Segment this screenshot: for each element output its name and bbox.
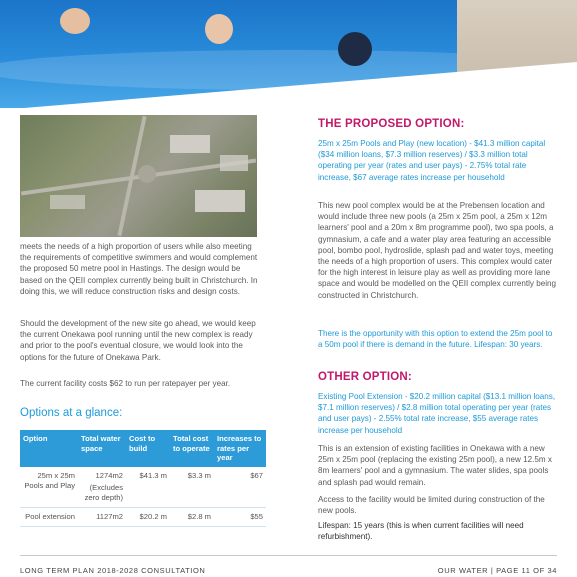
header-option: Option bbox=[20, 430, 78, 467]
building-block-2 bbox=[195, 190, 245, 212]
hero-pool-photo bbox=[0, 0, 577, 108]
swimmer-child-middle bbox=[205, 14, 233, 44]
header-cost-build: Cost to build bbox=[126, 430, 170, 467]
swimmer-child-left bbox=[60, 8, 90, 34]
row-option: Pool extension bbox=[20, 507, 78, 526]
row-rates: $67 bbox=[214, 467, 266, 508]
header-rates-increase: Increases to rates per year bbox=[214, 430, 266, 467]
row-cost-operate: $3.3 m bbox=[170, 467, 214, 508]
other-option-heading: OTHER OPTION: bbox=[318, 371, 412, 383]
options-table bbox=[20, 430, 266, 527]
table-header-row bbox=[20, 430, 266, 467]
row-cost-operate: $2.8 m bbox=[170, 507, 214, 526]
row-rates: $55 bbox=[214, 507, 266, 526]
water-space-note: (Excludes zero depth) bbox=[84, 482, 123, 502]
table-row bbox=[20, 507, 266, 526]
footer-document-title: LONG TERM PLAN 2018-2028 CONSULTATION bbox=[20, 566, 206, 575]
building-block-1 bbox=[170, 135, 210, 153]
other-access: Access to the facility would be limited during construction of the new pools. bbox=[318, 495, 545, 516]
table-row bbox=[20, 467, 266, 508]
header-cost-operate: Total cost to operate bbox=[170, 430, 214, 467]
proposed-body: This new pool complex would be at the Prebensen location and would include three new pools (a 25m x 25m pool, a 25m x 12m learners' pool and a 20m x 8m programme pool), two spa pools, a gymnasium, a cafe and a water play area featuring an accessible pool, bombo pool, hydroslide, splash pad and water toys, meeting the needs of a high proportion of users. This complex would cater for the high interest in leisure play as well as providing more lane space and would be modelled on the QEII complex currently being constructed in Christchurch. bbox=[318, 201, 557, 300]
other-lifespan: Lifespan: 15 years (this is when current facilities will need refurbishment). bbox=[318, 521, 524, 542]
building-block-4 bbox=[220, 155, 248, 171]
row-cost-build: $41.3 m bbox=[126, 467, 170, 508]
footer-divider bbox=[20, 555, 557, 556]
aerial-site-photo bbox=[20, 115, 257, 237]
header-water-space: Total water space bbox=[78, 430, 126, 467]
footer-page-number: OUR WATER | PAGE 11 OF 34 bbox=[437, 566, 557, 575]
roundabout bbox=[138, 165, 156, 183]
proposed-option-heading: THE PROPOSED OPTION: bbox=[318, 118, 465, 130]
left-paragraph-2: Should the development of the new site go ahead, we would keep the current Onekawa pool running until the new complex is ready and prior to the pool's eventual closure, we would look into the options for the future of Onekawa Park. bbox=[20, 319, 256, 362]
options-heading: Options at a glance: bbox=[20, 407, 123, 419]
row-water-space bbox=[78, 467, 126, 508]
building-block-3 bbox=[50, 195, 85, 209]
swimmer-child-cap bbox=[338, 32, 372, 66]
left-paragraph-3: The current facility costs $62 to run per ratepayer per year. bbox=[20, 379, 231, 388]
proposed-note: There is the opportunity with this option to extend the 25m pool to a 50m pool if there is demand in the future. Lifespan: 30 years. bbox=[318, 329, 553, 350]
other-body: This is an extension of existing facilities in Onekawa with a new 25m x 25m pool (replacing the existing 25m pool), a new 12.5m x 8m learners' pool and a gymnasium. The water slides, spa pools and splash pad would remain. bbox=[318, 444, 552, 487]
other-summary: Existing Pool Extension - $20.2 million capital ($13.1 million loans, $7.1 million reserves) / $2.8 million total operating per year (rates and user pays) - 2.55% total rate increase, $55 average rates increase per household bbox=[318, 392, 556, 435]
left-paragraph-1: meets the needs of a high proportion of users while also meeting the requirements of competitive swimmers and would complement the proposed 50 metre pool in Hastings. The design would be based on the QEII complex currently being built in Christchurch. In doing this, we will reduce construction risks and design costs. bbox=[20, 242, 258, 296]
row-option: 25m x 25m Pools and Play bbox=[20, 467, 78, 508]
proposed-summary: 25m x 25m Pools and Play (new location) - $41.3 million capital ($34 million loans, $7.3 million reserves) / $3.3 million total operating per year (rates and user pays) - 2.75% total rate increase, $67 average rates increase per household bbox=[318, 139, 546, 182]
row-cost-build: $20.2 m bbox=[126, 507, 170, 526]
water-space-value: 1274m2 bbox=[95, 470, 123, 480]
row-water-space: 1127m2 bbox=[78, 507, 126, 526]
